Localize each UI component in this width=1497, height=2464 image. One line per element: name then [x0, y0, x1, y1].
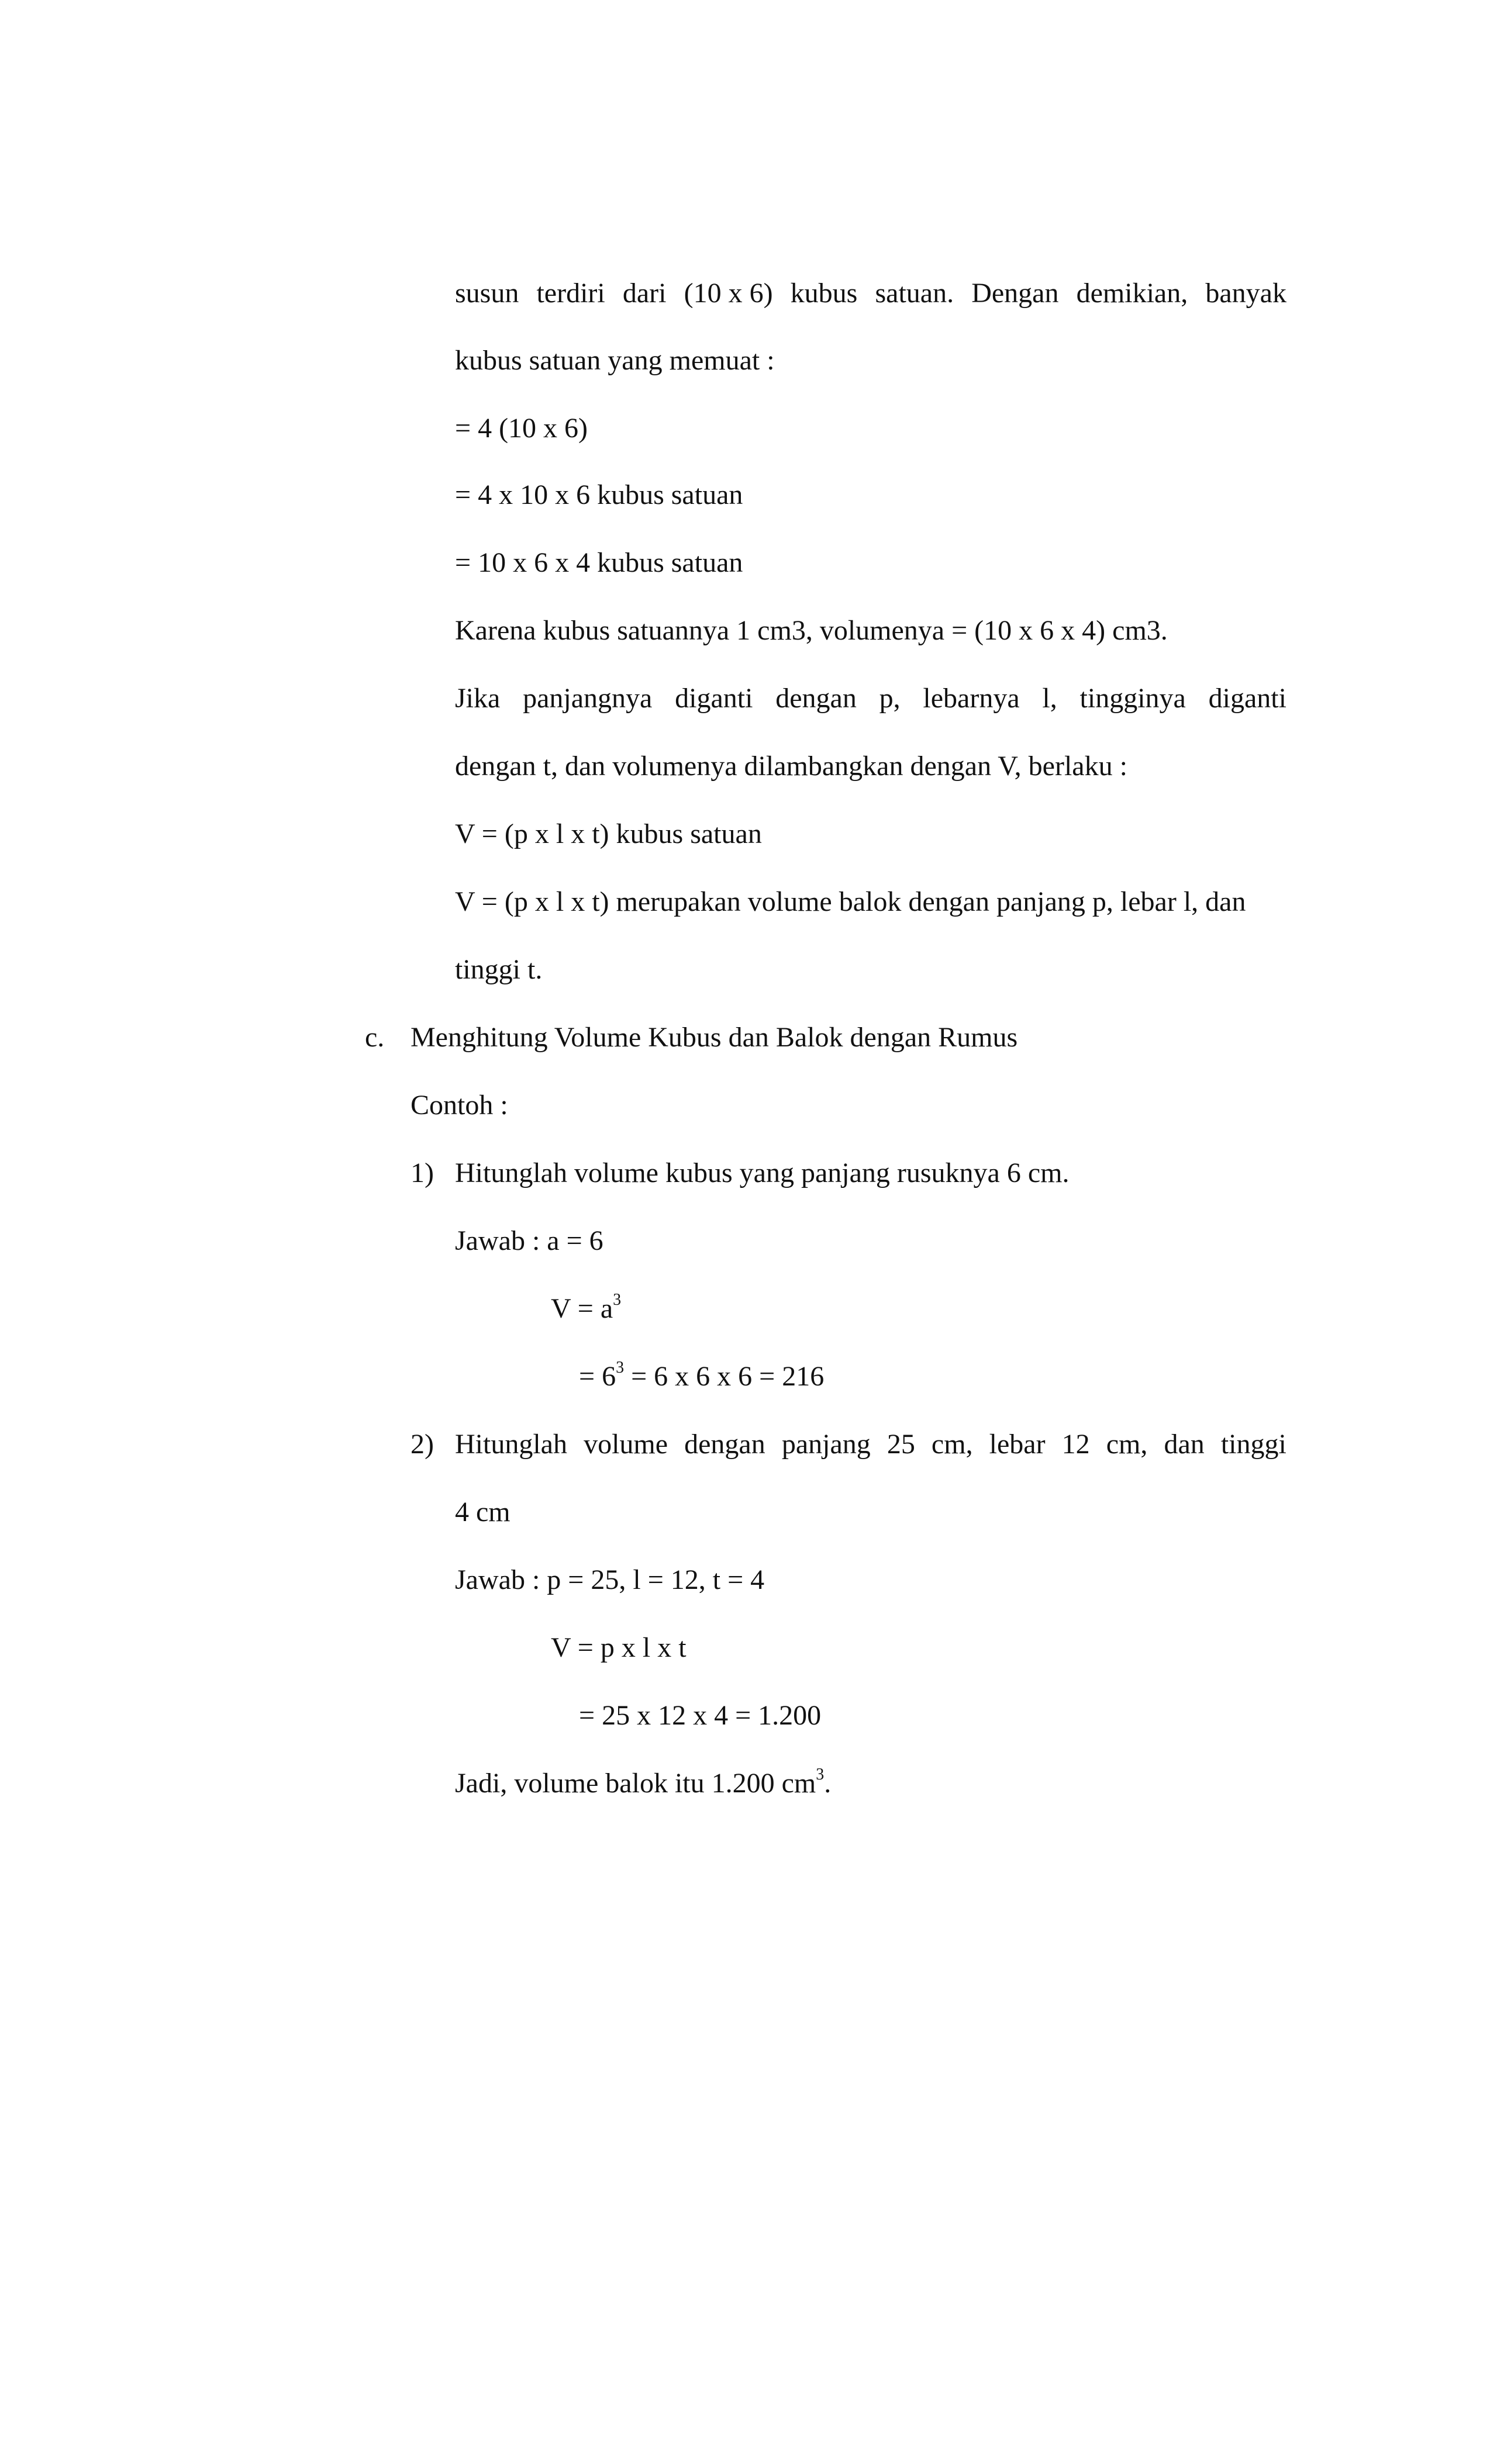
word: satuan. — [875, 278, 954, 309]
word: 25 — [887, 1429, 915, 1460]
word: banyak — [1205, 278, 1286, 309]
word: volume — [584, 1429, 668, 1460]
equation-line-1: = 4 (10 x 6) — [455, 413, 588, 444]
formula-line-1: V = (p x l x t) kubus satuan — [455, 818, 762, 849]
word: dan — [1164, 1429, 1205, 1460]
example-1-answer: Jawab : a = 6 — [455, 1225, 603, 1256]
paragraph-line-2: kubus satuan yang memuat : — [455, 345, 775, 376]
example-1-question: Hitunglah volume kubus yang panjang rusuknya 6 cm. — [455, 1157, 1070, 1188]
word: terdiri — [536, 278, 605, 309]
word: diganti — [1208, 683, 1286, 714]
word: dari — [622, 278, 667, 309]
calc-exponent: 3 — [616, 1359, 625, 1377]
word: cm, — [1106, 1429, 1148, 1460]
paragraph-line-6: Karena kubus satuannya 1 cm3, volumenya = (10 x 6 x 4) cm3. — [455, 615, 1168, 646]
example-1-formula — [551, 1291, 622, 1324]
example-label: Contoh : — [411, 1090, 508, 1121]
paragraph-line-1 — [455, 279, 1286, 307]
word: lebar — [989, 1429, 1046, 1460]
example-2-question — [455, 1430, 1286, 1459]
conclusion-exponent: 3 — [816, 1765, 825, 1784]
paragraph-line-10: V = (p x l x t) merupakan volume balok dengan panjang p, lebar l, dan — [455, 886, 1246, 917]
word: diganti — [675, 683, 753, 714]
example-2-question-cont: 4 cm — [455, 1497, 511, 1528]
section-marker: c. — [365, 1022, 385, 1053]
example-2-conclusion — [455, 1765, 832, 1799]
section-heading: Menghitung Volume Kubus dan Balok dengan Rumus — [411, 1022, 1018, 1053]
example-1-calculation — [579, 1359, 825, 1392]
word: 12 — [1061, 1429, 1090, 1460]
word: p, — [879, 683, 901, 714]
word: (10 x 6) — [684, 278, 773, 309]
word: demikian, — [1076, 278, 1188, 309]
word: Hitunglah — [455, 1429, 567, 1460]
word: kubus — [790, 278, 858, 309]
formula-exponent: 3 — [613, 1291, 622, 1309]
conclusion-text: Jadi, volume balok itu 1.200 cm — [455, 1768, 816, 1799]
formula-base: V = a — [551, 1293, 613, 1324]
calc-rest: = 6 x 6 x 6 = 216 — [624, 1361, 825, 1392]
word: susun — [455, 278, 519, 309]
example-2-number: 2) — [411, 1429, 434, 1460]
word: dengan — [684, 1429, 765, 1460]
equation-line-2: = 4 x 10 x 6 kubus satuan — [455, 479, 743, 510]
word: dengan — [775, 683, 857, 714]
example-2-answer: Jawab : p = 25, l = 12, t = 4 — [455, 1564, 765, 1595]
calc-prefix: = 6 — [579, 1361, 616, 1392]
word: tinggi — [1220, 1429, 1286, 1460]
example-1-number: 1) — [411, 1157, 434, 1188]
word: Jika — [455, 683, 501, 714]
word: Dengan — [971, 278, 1059, 309]
paragraph-line-11: tinggi t. — [455, 954, 543, 985]
word: panjang — [781, 1429, 871, 1460]
word: cm, — [931, 1429, 973, 1460]
example-2-formula: V = p x l x t — [551, 1632, 687, 1663]
word: lebarnya — [923, 683, 1020, 714]
conclusion-end: . — [824, 1768, 832, 1799]
example-2-calculation: = 25 x 12 x 4 = 1.200 — [579, 1700, 822, 1731]
equation-line-3: = 10 x 6 x 4 kubus satuan — [455, 547, 743, 578]
word: l, — [1042, 683, 1057, 714]
word: tingginya — [1079, 683, 1186, 714]
word: panjangnya — [523, 683, 653, 714]
paragraph-line-8: dengan t, dan volumenya dilambangkan dengan V, berlaku : — [455, 751, 1127, 782]
paragraph-line-7 — [455, 685, 1286, 713]
